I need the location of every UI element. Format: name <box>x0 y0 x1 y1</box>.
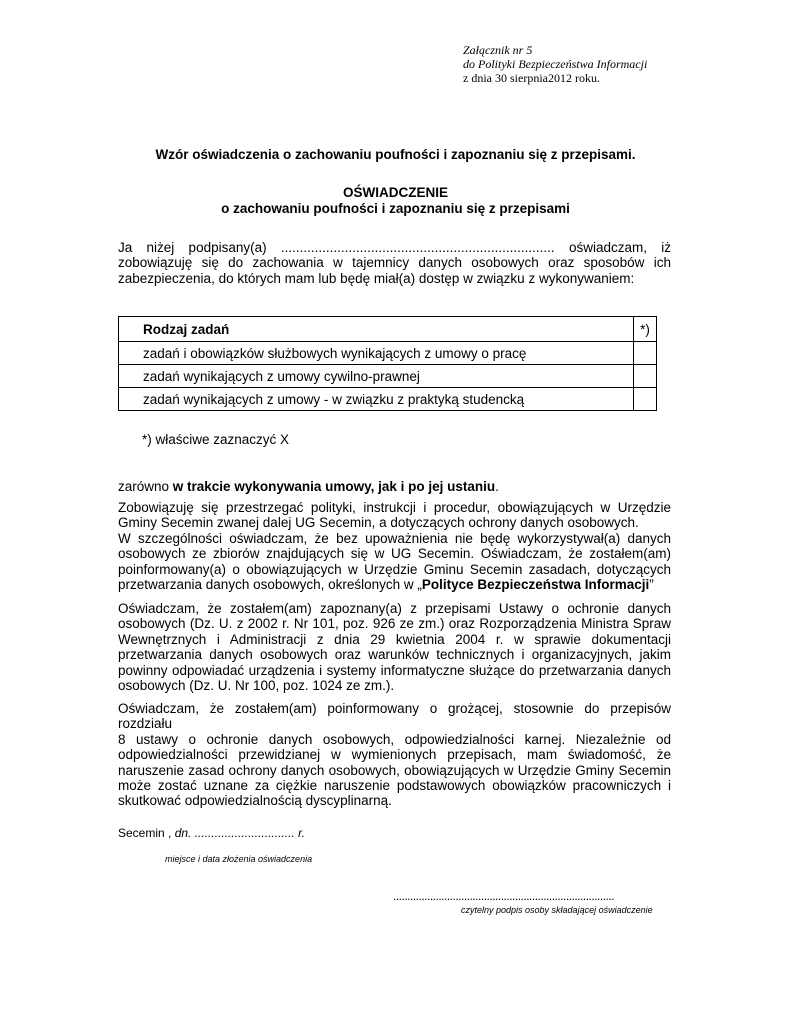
both-prefix: zarówno <box>118 479 173 494</box>
paragraph-line: W szczególności oświadczam, że bez upoważnienia nie będę wykorzystywał(a) danych <box>118 530 671 546</box>
table-row <box>119 365 657 388</box>
annex-date: z dnia 30 sierpnia2012 roku. <box>463 71 600 85</box>
task-checkbox-cell[interactable] <box>634 342 657 365</box>
intro-line: Ja niżej podpisany(a) ......................................................................... oświadczam, iż <box>118 240 671 255</box>
place-date-field[interactable] <box>118 826 305 840</box>
signature-caption: czytelny podpis osoby składającej oświadczenie <box>461 905 653 915</box>
signature-field[interactable]: .............................................................................. <box>393 889 615 903</box>
paragraph-line: poinformowany(a) o obowiązujących w Urzędzie Gminu Secemin zasadach, dotyczących <box>118 561 671 577</box>
intro-line: zobowiązuję się do zachowania w tajemnicy danych osobowych oraz sposobów ich <box>118 255 671 271</box>
policy-ref-suffix: ” <box>649 577 654 593</box>
annex-number: Załącznik nr 5 <box>463 43 533 57</box>
paragraph-line: naruszenie zasad ochrony danych osobowych, obowiązujących w Urzędzie Gminy Secemin <box>118 762 671 778</box>
paragraph-line: przetwarzania danych osobowych oraz warunków technicznych i organizacyjnych, jakim <box>118 647 671 663</box>
paragraph-line: Oświadczam, że zostałem(am) poinformowany o grożącej, stosownie do przepisów rozdziału <box>118 701 671 732</box>
intro-paragraph <box>118 240 671 286</box>
table-row <box>119 342 657 365</box>
place-name: Secemin , <box>118 826 175 840</box>
paragraph-line: Gminy Secemin zwanej dalej UG Secemin, a dotyczących ochrony danych osobowych. <box>118 515 639 531</box>
paragraph-line: Oświadczam, że zostałem(am) zapoznany(a) z przepisami Ustawy o ochronie danych <box>118 601 671 616</box>
paragraph-line: Wewnętrznych i Administracji z dnia 29 kwietnia 2004 r. w sprawie dokumentacji <box>118 631 671 647</box>
paragraph-line: może zostać uznane za ciężkie naruszenie podstawowych obowiązków pracowniczych i <box>118 778 671 794</box>
annex-policy: do Polityki Bezpieczeństwa Informacji <box>463 57 648 71</box>
paragraph-line: osobowych ze zbiorów znajdujących się w UG Secemin. Oświadczam, że zostałem(am) <box>118 546 671 562</box>
table-header-row <box>119 317 657 342</box>
both-suffix: . <box>495 479 499 494</box>
paragraph-line: Zobowiązuję się przestrzegać polityki, instrukcji i procedur, obowiązujących w Urzędzie <box>118 500 671 515</box>
paragraph-line: skutkować odpowiedzialnością dyscyplinarną. <box>118 793 392 809</box>
intro-line: zabezpieczenia, do których mam lub będę miał(a) dostęp w związku z wykonywaniem: <box>118 270 635 286</box>
table-header-type: Rodzaj zadań <box>119 317 634 342</box>
paragraph-liability <box>118 701 671 809</box>
paragraph-policies <box>118 500 671 592</box>
paragraph-line: osobowych (Dz. U. z 2002 r. Nr 101, poz. 926 ze zm.) oraz Rozporządzenia Ministra Spraw <box>118 616 671 632</box>
task-label: zadań wynikających z umowy - w związku z praktyką studencką <box>119 388 634 411</box>
policy-ref-title: Polityce Bezpieczeństwa Informacji <box>421 577 650 593</box>
task-label: zadań wynikających z umowy cywilno-prawnej <box>119 365 634 388</box>
paragraph-line: osobowych (Dz. U. Nr 100, poz. 1024 ze zm.). <box>118 678 395 694</box>
table-header-mark: *) <box>634 317 657 342</box>
document-subtitle: o zachowaniu poufności i zapoznaniu się z przepisami <box>221 201 570 216</box>
table-footnote: *) właściwe zaznaczyć X <box>142 432 290 447</box>
both-line <box>118 479 671 494</box>
paragraph-line: odpowiedzialności przewidzianej w wymienionych przepisach, mam świadomość, że <box>118 747 671 763</box>
policy-ref-prefix: przetwarzania danych osobowych, określonych w „ <box>118 577 422 593</box>
date-blank: dn. .............................. r. <box>174 826 305 840</box>
document-title: OŚWIADCZENIE <box>342 185 448 200</box>
task-checkbox-cell[interactable] <box>634 388 657 411</box>
table-row <box>119 388 657 411</box>
paragraph-line: 8 ustawy o ochronie danych osobowych, odpowiedzialności karnej. Niezależnie od <box>118 731 671 747</box>
place-date-caption: miejsce i data złożenia oświadczenia <box>165 854 313 864</box>
document-heading: Wzór oświadczenia o zachowaniu poufności i zapoznaniu się z przepisami. <box>155 147 636 162</box>
paragraph-line <box>118 577 671 592</box>
both-bold: w trakcie wykonywania umowy, jak i po jej ustaniu <box>172 479 496 494</box>
task-checkbox-cell[interactable] <box>634 365 657 388</box>
task-type-table <box>118 316 657 411</box>
paragraph-line: powinny odpowiadać urządzenia i systemy informatyczne służące do przetwarzania danych <box>118 662 671 678</box>
task-label: zadań i obowiązków służbowych wynikających z umowy o pracę <box>119 342 634 365</box>
paragraph-regulations <box>118 601 671 693</box>
annex-note <box>463 43 647 85</box>
